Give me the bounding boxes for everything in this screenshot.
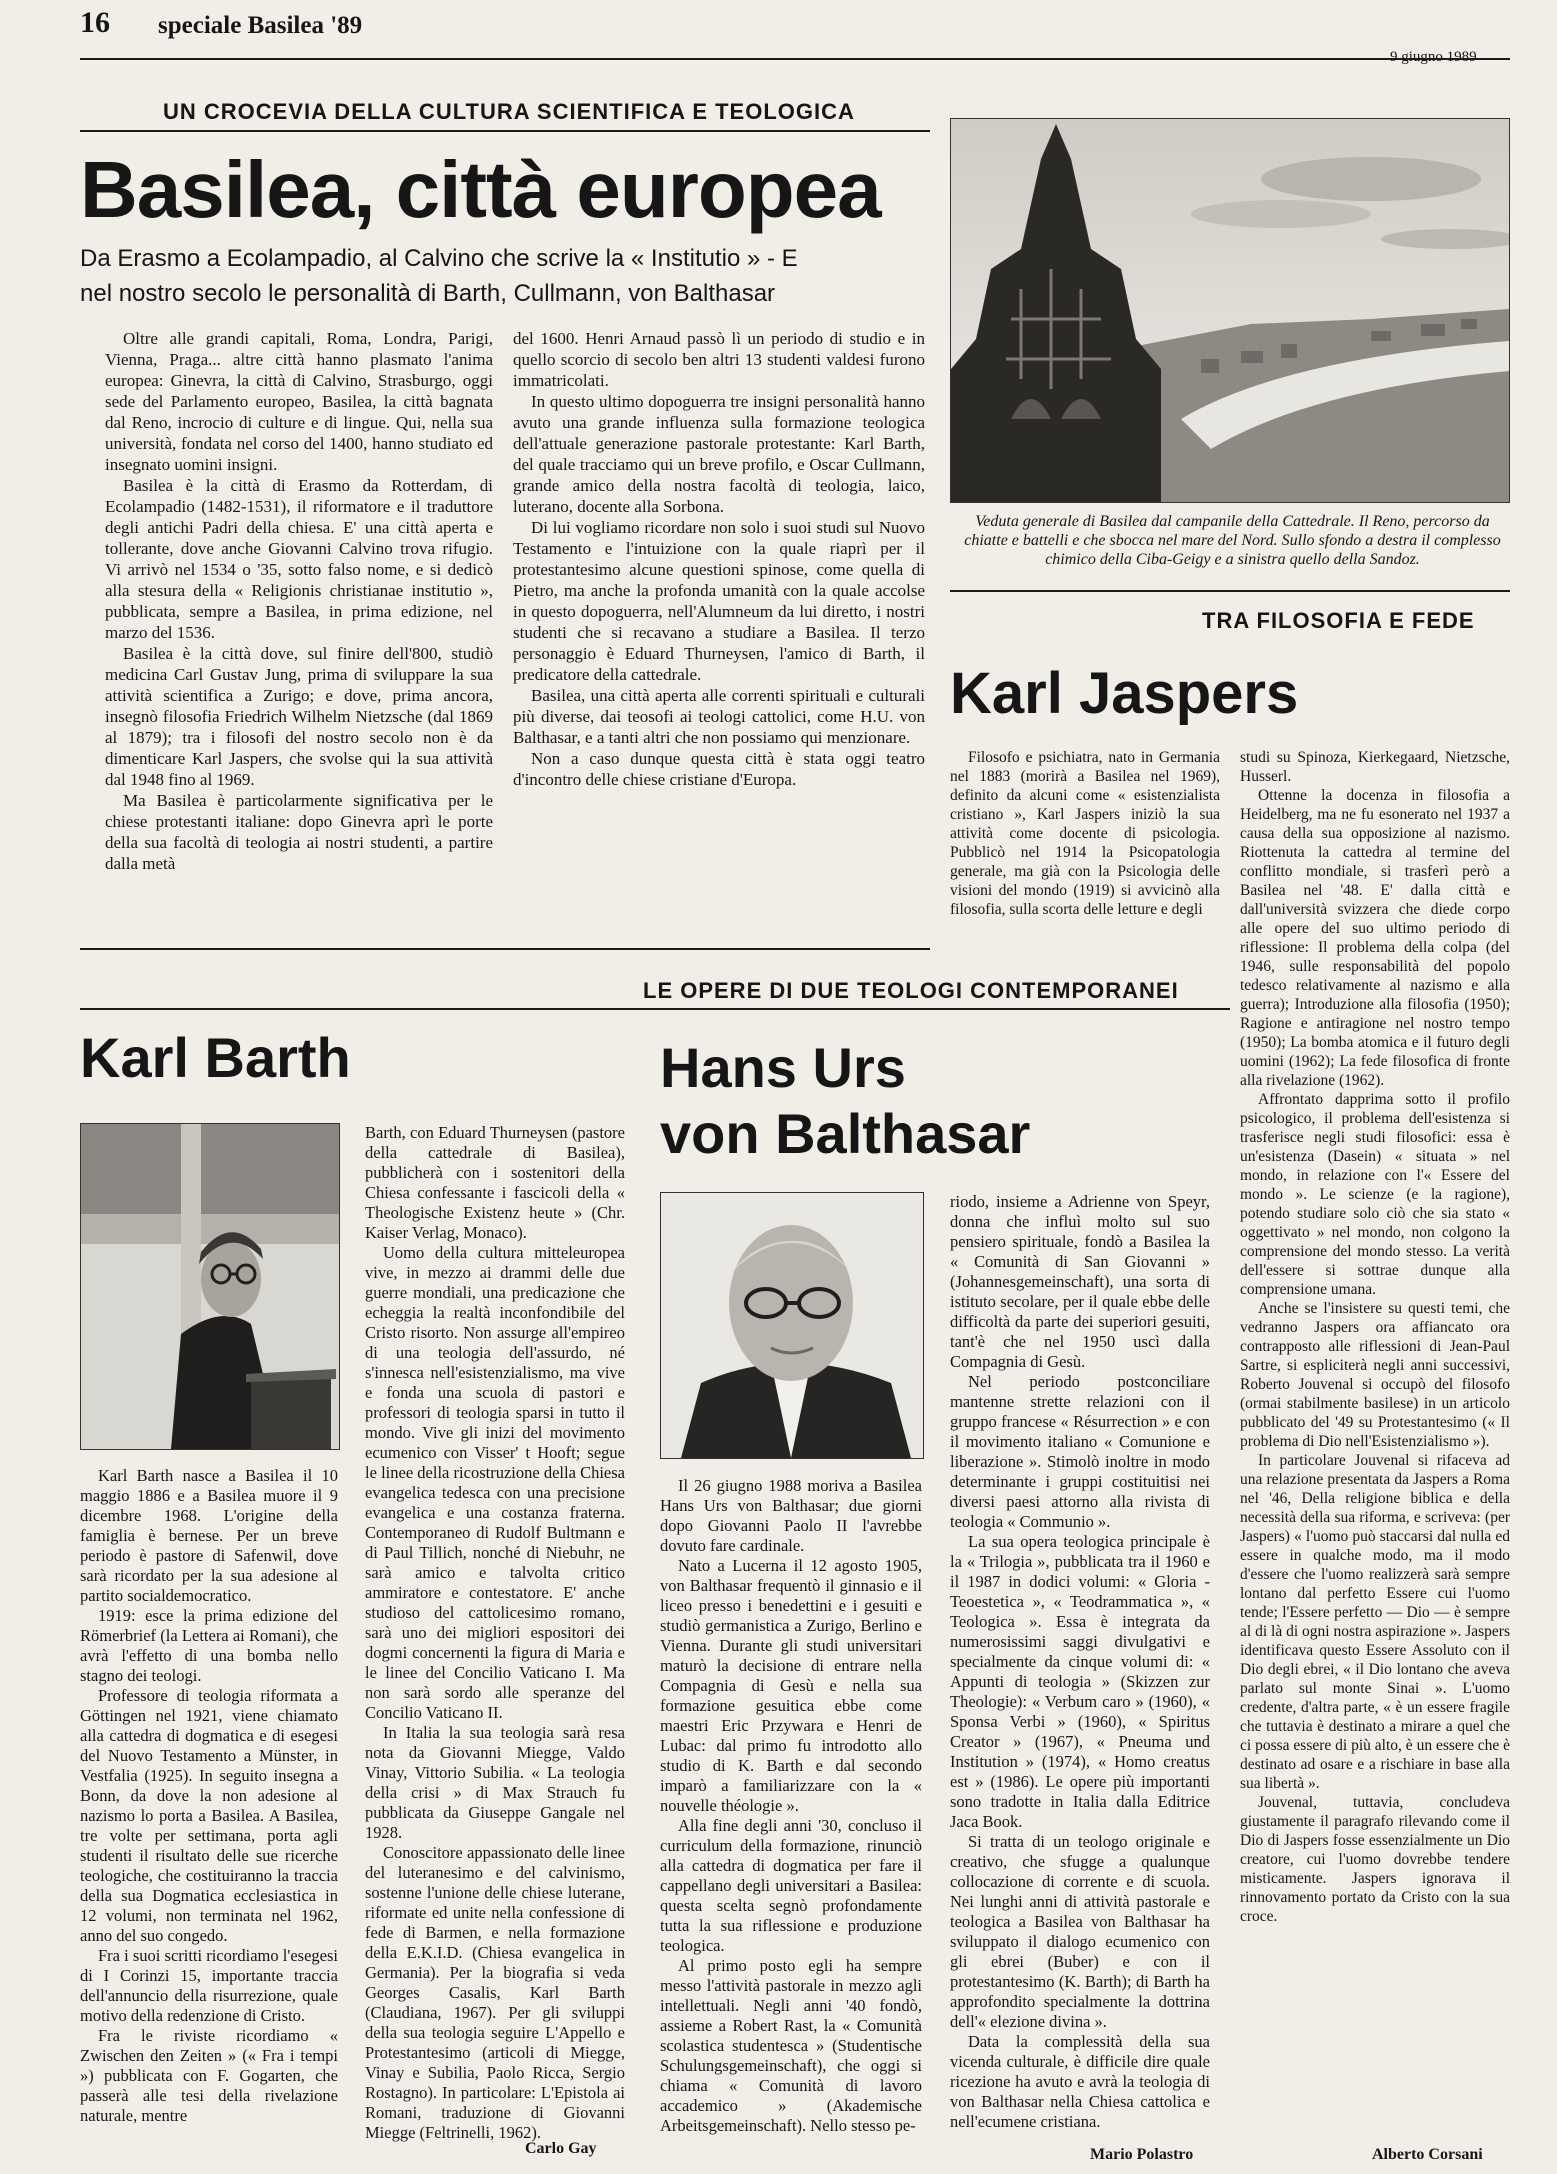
paragraph: Si tratta di un teologo originale e creativo, che sfugge a qualunque collocazione di corrente e di scuola. Nei lunghi anni di attività pastorale e teologica a Basilea von Balthasar ha sviluppato il dialogo ecumenico con gli ebrei (Buber) e con il protestantesimo (K. Barth); di Barth ha approfondito specialmente la dottrina dell'« elezione divina ». [950,1832,1210,2031]
balthasar-portrait-photo [660,1192,924,1459]
main-subtitle-1: Da Erasmo a Ecolampadio, al Calvino che scrive la « Institutio » - E [80,245,798,272]
paragraph: Basilea, una città aperta alle correnti spirituali e culturali più diverse, dai teosofi ai teologi cattolici, come H.U. von Balthasar, e a tanti altri che non possiamo qui menzionare. [513,686,925,747]
paragraph: Il 26 giugno 1988 moriva a Basilea Hans Urs von Balthasar; due giorni dopo Giovanni Paolo II l'avrebbe dovuto fare cardinale. [660,1476,922,1555]
paragraph: riodo, insieme a Adrienne von Speyr, donna che influì molto sul suo pensiero spirituale, fondò a Basilea la « Comunità di San Giovanni » (Johannesgemeinschaft), una sorta di istituto secolare, per il quale ebbe delle difficoltà da parte dei superiori gesuiti, tant'è che nel 1950 uscì dalla Compagnia di Gesù. [950,1192,1210,1371]
paragraph: Affrontato dapprima sotto il profilo psicologico, il problema dell'esistenza si trasferisce negli studi filosofici: essa è un'esistenza (Dasein) « situata » nel mondo, in relazione con l'« Essere del mondo ». Le scienze (e la ragione), potendo studiare solo ciò che sia stato « oggettivato » nel mondo, non colgono la comprensione del mondo stesso. La verità dell'essere si sottrae dunque alla comprensione umana. [1240,1091,1510,1298]
paragraph: Uomo della cultura mitteleuropea vive, in mezzo ai drammi delle due guerre mondiali, una predicazione che echeggia la realtà inconfondibile del Cristo risorto. Non assurge all'empireo di una teologia dell'assurdo, né s'innesca nell'esistenzialismo, ma vive e fonda una scuola di pastori e professori di teologia sparsi in tutto il mondo. Vive gli inizi del movimento ecumenico con Visser' t Hooft; segue le linee della ricostruzione della Chiesa evangelica tedesca con una precisione evangelica e una costanza fraterna. Contemporaneo di Rudolf Bultmann e di Paul Tillich, nonché di Niebuhr, ne sarà amico e talvolta critico ammiratore e contestatore. E' anche studioso del cattolicesimo romano, sarà uno dei migliori espositori dei dogmi concernenti la figura di Maria e le linee del Concilio Vaticano I. Ma non sarà sordo alle speranze del Concilio Vaticano II. [365,1243,625,1722]
lower-rule [80,1008,1230,1010]
paragraph: La sua opera teologica principale è la « Trilogia », pubblicata tra il 1960 e il 1987 in dodici volumi: « Gloria - Teoestetica », « Teodrammatica », « Teologica ». Essa è integrata da numerosissimi saggi divulgativi e specialmente da cinque volumi di: « Appunti di teologia » (Skizzen zur Theologie): « Verbum caro » (1960), « Sponsa Verbi » (1960), « Spiritus Creator » (1967), « Pneuma und Institution » (1974), « Homo creatus est » (1986). Le opere più importanti sono tradotte in Italia dalla Editrice Jaca Book. [950,1532,1210,1831]
lower-kicker: LE OPERE DI DUE TEOLOGI CONTEMPORANEI [643,978,1179,1003]
main-column-2 [513,328,925,790]
paragraph: studi su Spinoza, Kierkegaard, Nietzsche, Husserl. [1240,749,1510,785]
paragraph: Oltre alle grandi capitali, Roma, Londra, Parigi, Vienna, Praga... altre città hanno plasmato l'anima europea: Ginevra, la città di Calvino, Strasburgo, oggi sede del Parlamento europeo, Basilea, la città bagnata dal Reno, incrocio di culture e di lingue. Qui, nella sua università, fondata nel corso del 1400, hanno studiato ed insegnato uomini insigni. [105,329,493,474]
jaspers-column-2 [1240,748,1510,1926]
paragraph: Di lui vogliamo ricordare non solo i suoi studi sul Nuovo Testamento e l'intuizione con la quale riaprì per il protestantesimo alcune questioni spinose, come quella di Pietro, ma anche la profonda umanità con la quale accolse in questo dopoguerra, nell'Alumneum da lui diretto, i nostri studenti che si recavano a studiare a Basilea. Il terzo personaggio è Eduard Thurneysen, l'amico di Barth, il predicatore della cattedrale. [513,518,925,684]
paragraph: Jouvenal, tuttavia, concludeva giustamente il paragrafo rilevando come il Dio di Jaspers fosse essenzialmente un Dio creatore, cui l'uomo dovrebbe tendere misticamente. Jaspers ignorava il rinnovamento portato da Cristo con la sua croce. [1240,1794,1510,1925]
paragraph: Anche se l'insistere su questi temi, che vedranno Jaspers ora affiancato ora contrapposto alle riflessioni di Jean-Paul Sartre, si espliciterà negli anni successivi, Roberto Jouvenal si occupò del filosofo (ormai stabilmente basilese) in un articolo pubblicato del '49 su Protestantesimo (« Il problema di Dio nell'Esistenzialismo »). [1240,1300,1510,1450]
page-number: 16 [80,6,110,39]
barth-headline: Karl Barth [80,1026,351,1089]
kicker-rule [80,130,930,132]
paragraph: 1919: esce la prima edizione del Römerbrief (la Lettera ai Romani), che avrà l'effetto di una bomba nello stagno dei teologi. [80,1606,338,1685]
photo-caption: Veduta generale di Basilea dal campanile della Cattedrale. Il Reno, percorso da chiatte e battelli e che sbocca nel mare del Nord. Sullo sfondo a destra il complesso chimico della Ciba-Geigy e a sinistra quello della Sandoz. [964,513,1501,568]
barth-column-1 [80,1466,338,2126]
jaspers-column-1 [950,748,1220,919]
paragraph: Nel periodo postconciliare mantenne strette relazioni con il gruppo francese « Résurrection » e con il movimento italiano « Comunione e liberazione ». Stimolò inoltre in modo determinante i gruppi costituitisi nei diversi paesi attorno alla rivista di teologia « Communio ». [950,1372,1210,1531]
main-subtitle-2: nel nostro secolo le personalità di Barth, Cullmann, von Balthasar [80,280,776,307]
paragraph: Karl Barth nasce a Basilea il 10 maggio 1886 e a Basilea muore il 9 dicembre 1968. L'origine della famiglia è bernese. Per un breve periodo è pastore di Safenwil, dove sarà ricordato per la sua adesione al partito socialdemocratico. [80,1466,338,1605]
paragraph: del 1600. Henri Arnaud passò lì un periodo di studio e in quello scorcio di secolo ben altri 13 studenti valdesi furono immatricolati. [513,329,925,390]
main-kicker: UN CROCEVIA DELLA CULTURA SCIENTIFICA E TEOLOGICA [163,99,855,124]
paragraph: Fra i suoi scritti ricordiamo l'esegesi di I Corinzi 15, importante traccia dell'annuncio della risurrezione, quale motivo della redenzione di Cristo. [80,1946,338,2025]
date: 9 giugno 1989 [1390,49,1477,65]
barth-signature: Carlo Gay [525,2140,597,2157]
balthasar-column-1 [660,1476,922,2136]
paragraph: Professore di teologia riformata a Göttingen nel 1921, viene chiamato alla cattedra di dogmatica e di esegesi del Nuovo Testamento a Münster, in Vestfalia (1925). In seguito insegna a Bonn, da dove la non adesione al nazismo lo porta a Basilea. A Basilea, tre volte per settimana, porta agli studenti il risultato delle sue ricerche teologiche, che costituiranno la traccia della sua Dogmatica ecclesiastica in 12 volumi, non terminata nel 1962, anno del suo congedo. [80,1686,338,1945]
paragraph: Data la complessità della sua vicenda culturale, è difficile dire quale ricezione ha avuto e avrà la teologia di von Balthasar nella Chiesa cattolica e nell'ecumene cristiana. [950,2032,1210,2131]
balthasar-signature: Mario Polastro [1090,2146,1194,2163]
barth-portrait-photo [80,1123,340,1450]
paragraph: Conoscitore appassionato delle linee del luteranesimo e del calvinismo, sostenne l'unione delle chiese luterane, riformate ed unite nella confessione di fede di Barmen, e nella formazione della E.K.I.D. (Chiesa evangelica in Germania). Per la biografia si veda Georges Casalis, Karl Barth (Claudiana, 1967). Per gli sviluppi della sua teologia seguire L'Appello e Protestantesimo (articoli di Miegge, Vinay e Subilia, Paolo Ricca, Sergio Rostagno). In particolare: L'Epistola ai Romani, traduzione di Giovanni Miegge (Feltrinelli, 1962). [365,1843,625,2142]
basel-cathedral-photo [950,118,1510,503]
section-title: speciale Basilea '89 [158,12,363,39]
paragraph: In particolare Jouvenal si rifaceva ad una relazione presentata da Jaspers a Roma nel '46, Della religione biblica e della necessità della sua riforma, e scriveva: (per Jaspers) « l'uomo può staccarsi dal nulla ed essere in qualche modo, ma il modo d'essere che l'uomo realizzerà sarà sempre lontano dal perfetto Essere cui l'uomo tende; l'Essere perfetto — Dio — è sempre al di là di ogni nostra aspirazione ». Jaspers identificava questo Essere Assoluto con il Dio degli ebrei, « il Dio lontano che aveva parlato sul monte Sinai ». L'uomo credente, d'altra parte, « è un essere fragile che tuttavia è destinato a mirare a quel che ci possa essere di più alto, è un essere che è destinato ad osare e a rischiare in base alla sua libertà ». [1240,1452,1510,1792]
paragraph: Filosofo e psichiatra, nato in Germania nel 1883 (morirà a Basilea nel 1969), definito da alcuni come « esistenzialista cristiano », Karl Jaspers iniziò la sua attività come docente di psicologia. Pubblicò nel 1914 la Psicopatologia generale, ma già con la Psicologia delle visioni del mondo (1919) si avvicinò alla filosofia, sulla scorta delle letture e degli [950,749,1220,918]
balthasar-column-2 [950,1192,1210,2132]
balthasar-headline-2: von Balthasar [660,1102,1031,1165]
paragraph: Fra le riviste ricordiamo « Zwischen den Zeiten » (« Fra i tempi ») pubblicata con F. Gogarten, che passerà alle tesi della rivelazione naturale, mentre [80,2026,338,2125]
paragraph: Basilea è la città dove, sul finire dell'800, studiò medicina Carl Gustav Jung, prima di sviluppare la sua attività scientifica a Zurigo; e dove, prima ancora, insegnò filosofia Friedrich Wilhelm Nietzsche (dal 1869 al 1879); tra i filosofi del nostro secolo non è da dimenticare Karl Jaspers, che svolse qui la sua attività dal 1948 fino al 1969. [105,644,493,789]
paragraph: Nato a Lucerna il 12 agosto 1905, von Balthasar frequentò il ginnasio e il liceo presso i benedettini e i gesuiti e studiò germanistica a Zurigo, Berlino e Vienna. Durante gli studi universitari maturò la decisione di entrare nella Compagnia di Gesù e nella sua formazione gesuitica ebbe come maestri Eric Przywara e Henri de Lubac: dal primo fu introdotto allo studio di K. Barth e dal secondo imparò a familiarizzare con la « nouvelle théologie ». [660,1556,922,1815]
paragraph: In questo ultimo dopoguerra tre insigni personalità hanno avuto una grande influenza sulla formazione teologica dell'attuale generazione pastorale protestante: Karl Barth, del quale tracciamo qui un breve profilo, e Oscar Cullmann, grande amico della nostra facoltà di teologia, laico, luterano, docente alla Sorbona. [513,392,925,516]
main-column-1 [105,328,493,874]
jaspers-kicker: TRA FILOSOFIA E FEDE [1202,608,1475,633]
paragraph: Non a caso dunque questa città è stata oggi teatro d'incontro delle chiese cristiane d'Europa. [513,749,925,789]
paragraph: Al primo posto egli ha sempre messo l'attività pastorale in mezzo agli intellettuali. Negli anni '40 fondò, assieme a Robert Rast, la « Comunità scolastica studentesca » (Studentische Schulungsgemeinschaft), che oggi si chiama « Comunità di lavoro accademico » (Akademische Arbeitsgemeinschaft). Nello stesso pe- [660,1956,922,2135]
paragraph: In Italia la sua teologia sarà resa nota da Giovanni Miegge, Valdo Vinay, Vittorio Subilia. « La teologia della crisi » di Max Strauch fu pubblicata da Giuseppe Gangale nel 1928. [365,1723,625,1842]
barth-column-2 [365,1123,625,2143]
jaspers-rule [950,590,1510,592]
jaspers-signature: Alberto Corsani [1372,2146,1483,2163]
paragraph: Ma Basilea è particolarmente significativa per le chiese protestanti italiane: dopo Ginevra aprì le porte della sua facoltà di teologia ai nostri studenti, a partire dalla metà [105,791,493,873]
header-rule [80,58,1510,60]
section-rule [80,948,930,950]
paragraph: Alla fine degli anni '30, concluso il curriculum della formazione, rinunciò alla cattedra di dogmatica per fare il cappellano degli universitari a Basilea: questa scelta segnò profondamente tutta la sua riflessione e produzione teologica. [660,1816,922,1955]
paragraph: Basilea è la città di Erasmo da Rotterdam, di Ecolampadio (1482-1531), il riformatore e il traduttore degli antichi Padri della chiesa. E' una città aperta e tollerante, dove anche Giovanni Calvino trova rifugio. Vi arrivò nel 1534 o '35, sotto falso nome, e si dedicò alla stesura della « Religionis christianae institutio », pubblicata, sempre a Basilea, in prima edizione, nel marzo del 1536. [105,476,493,642]
paragraph: Ottenne la docenza in filosofia a Heidelberg, ma ne fu esonerato nel 1937 a causa della sua opposizione al nazismo. Riottenuta la cattedra al termine del conflitto mondiale, si trasferì però a Basilea nel '48. E' dalla città e dall'università svizzera che diede corpo alle opere del suo ultimo periodo di riflessione: Il problema della colpa (del 1946, sulle responsabilità del popolo tedesco relativamente al nazismo e alla guerra); Introduzione alla filosofia (1950); Ragione e antiragione nel nostro tempo (1950); La bomba atomica e il futuro degli uomini (1962); La fede filosofica di fronte alla rivelazione (1962). [1240,787,1510,1089]
balthasar-headline-1: Hans Urs [660,1036,906,1099]
jaspers-headline: Karl Jaspers [950,661,1299,726]
paragraph: Barth, con Eduard Thurneysen (pastore della cattedrale di Basilea), pubblicherà con i sostenitori della Chiesa confessante i fascicoli della « Theologische Existenz heute » (Chr. Kaiser Verlag, Monaco). [365,1123,625,1242]
main-headline: Basilea, città europea [80,145,881,234]
